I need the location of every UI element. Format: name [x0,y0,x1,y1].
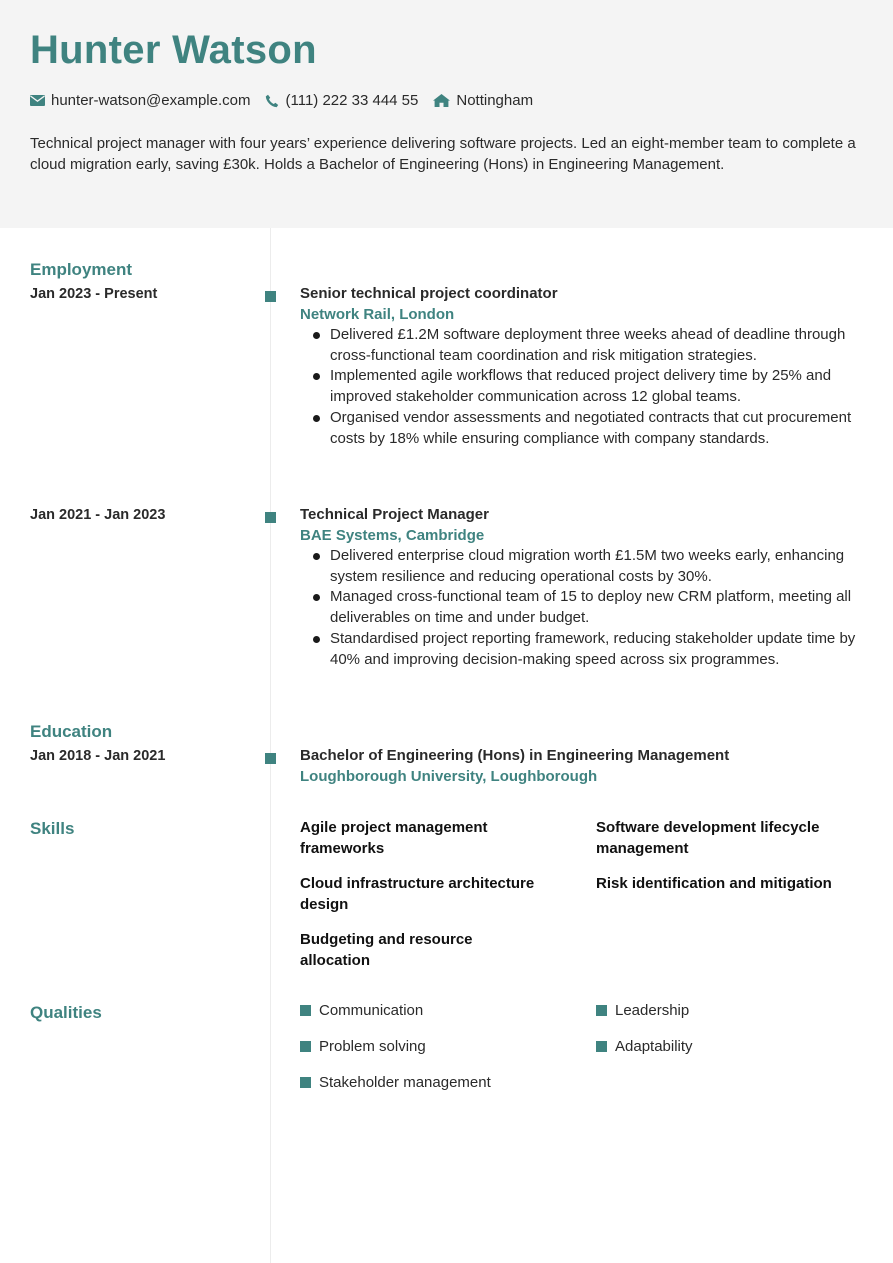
quality-item [596,1002,689,1019]
skills-heading: Skills [30,819,75,838]
skill-item: Software development lifecycle management [596,819,820,857]
job-title: Senior technical project coordinator [300,285,558,302]
job-entry [300,284,865,449]
skill-item: Budgeting and resource allocation [300,931,473,969]
achievement-item: Delivered enterprise cloud migration worth £1.5M two weeks early, enhancing system resilience and reducing operational costs by 30%. [300,546,865,587]
quality-label: Communication [319,1002,424,1019]
home-icon [433,94,450,107]
achievement-item: Organised vendor assessments and negotiated contracts that cut procurement costs by 18% while ensuring compliance with company standards. [300,408,865,449]
job-dates: Jan 2021 - Jan 2023 [30,507,166,523]
employment-heading: Employment [30,260,133,279]
achievement-item: Delivered £1.2M software deployment three weeks ahead of deadline through cross-functional team coordination and risk mitigation strategies. [300,325,865,366]
skill-item: Cloud infrastructure architecture design [300,875,535,913]
quality-label: Leadership [615,1002,690,1019]
timeline-marker [265,291,276,302]
phone-contact [265,92,418,109]
resume-header [0,0,893,228]
quality-item [300,1074,491,1091]
skill-item: Agile project management frameworks [300,819,488,857]
phone-text: (111) 222 33 444 55 [285,92,419,109]
achievement-item: Standardised project reporting framework, reducing stakeholder update time by 40% and improving decision-making speed across six programmes. [300,629,865,670]
location-contact [433,92,533,109]
quality-label: Stakeholder management [319,1074,491,1091]
job-dates: Jan 2023 - Present [30,286,158,302]
job-employer: BAE Systems, Cambridge [300,526,485,544]
column-divider [270,228,271,1263]
envelope-icon [30,95,45,106]
timeline-marker [265,753,276,764]
email-contact [30,92,250,109]
skill-item: Risk identification and mitigation [596,875,832,892]
square-bullet-icon [300,1041,311,1052]
quality-label: Adaptability [615,1038,693,1055]
education-dates: Jan 2018 - Jan 2021 [30,748,166,764]
square-bullet-icon [300,1005,311,1016]
square-bullet-icon [596,1041,607,1052]
quality-label: Problem solving [319,1038,426,1055]
phone-icon [265,94,279,108]
candidate-name: Hunter Watson [30,28,317,72]
square-bullet-icon [300,1077,311,1088]
job-achievements [300,546,865,670]
email-text: hunter-watson@example.com [51,92,251,109]
quality-item [300,1038,426,1055]
education-heading: Education [30,722,113,741]
profile-summary: Technical project manager with four years’ experience delivering software projects. Led an eight-member team to complete a cloud migration early, saving £30k. Holds a Bachelor of Engineering (Hons) in Engineering Management. [30,135,856,173]
timeline-marker [265,512,276,523]
institution-name: Loughborough University, Loughborough [300,767,598,785]
degree-title: Bachelor of Engineering (Hons) in Engineering Management [300,747,730,764]
location-text: Nottingham [456,92,534,109]
quality-item [300,1002,423,1019]
job-achievements [300,325,865,449]
contact-info [30,92,548,109]
square-bullet-icon [596,1005,607,1016]
qualities-heading: Qualities [30,1003,102,1022]
education-entry [300,746,865,787]
job-title: Technical Project Manager [300,506,489,523]
achievement-item: Implemented agile workflows that reduced project delivery time by 25% and improved stakeholder communication across 12 global teams. [300,366,865,407]
job-entry [300,505,865,670]
quality-item [596,1038,693,1055]
job-employer: Network Rail, London [300,305,455,323]
achievement-item: Managed cross-functional team of 15 to deploy new CRM platform, meeting all deliverables on time and under budget. [300,587,865,628]
